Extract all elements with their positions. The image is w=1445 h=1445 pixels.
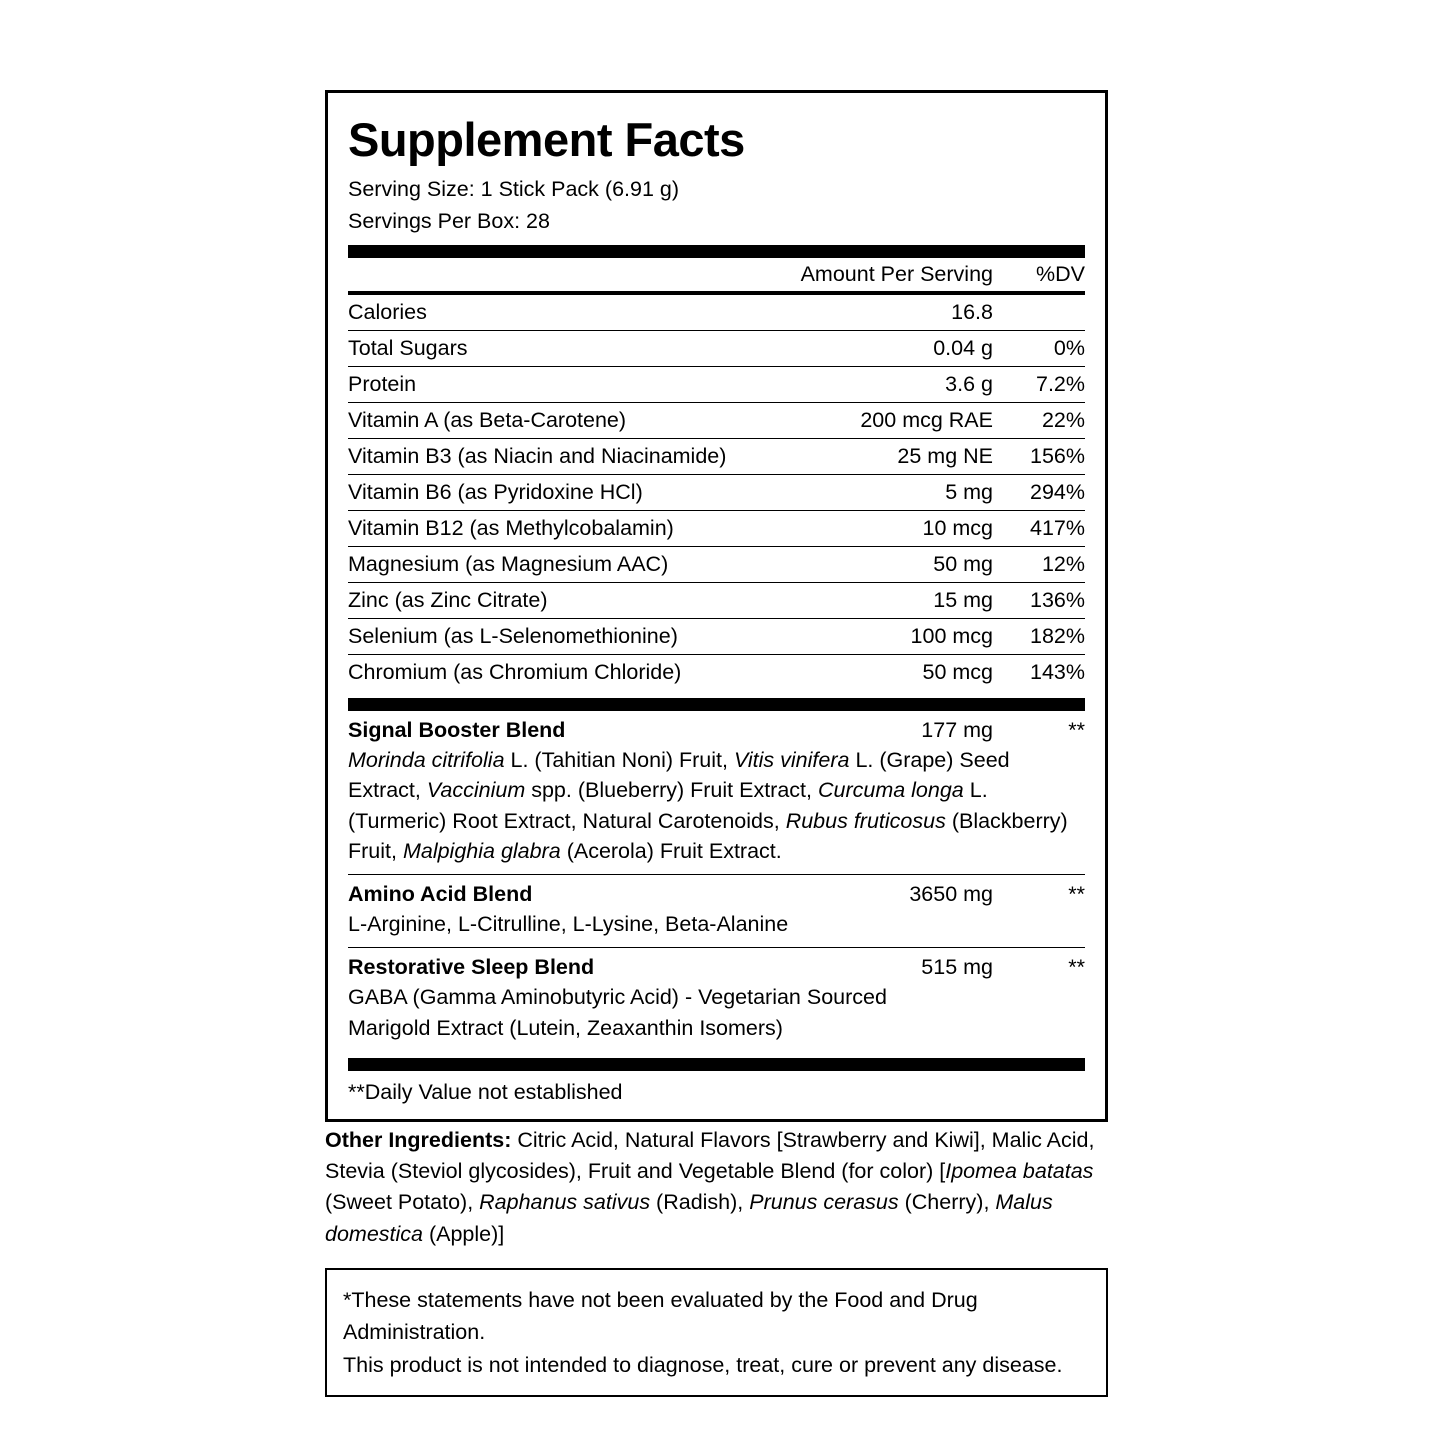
nutrient-name: Magnesium (as Magnesium AAC): [348, 546, 826, 582]
table-row: [348, 474, 1085, 510]
nutrient-dv: 182%: [993, 618, 1085, 654]
nutrient-amount: 15 mg: [826, 582, 993, 618]
nutrition-table: [348, 258, 1085, 291]
blend-name: Signal Booster Blend: [348, 717, 566, 742]
blend-block: [348, 711, 1085, 874]
table-row: [348, 438, 1085, 474]
servings-per-box: Servings Per Box: 28: [348, 208, 550, 233]
nutrient-name: Vitamin B3 (as Niacin and Niacinamide): [348, 438, 826, 474]
table-row: [348, 295, 1085, 331]
nutrient-amount: 50 mg: [826, 546, 993, 582]
blend-ingredients: Morinda citrifolia L. (Tahitian Noni) Fruit, Vitis vinifera L. (Grape) Seed Extract, Vaccinium spp. (Blueberry) Fruit Extract, Curcuma longa L. (Turmeric) Root Extract, Natural Carotenoids, Rubus fruticosus (Blackberry) Fruit, Malpighia glabra (Acerola) Fruit Extract.: [348, 747, 1068, 864]
blend-header: [348, 948, 1085, 982]
nutrient-dv: 22%: [993, 402, 1085, 438]
thick-rule-top: [348, 245, 1085, 258]
nutrient-amount: 25 mg NE: [826, 438, 993, 474]
blends-container: [348, 711, 1085, 1051]
blend-ingredients: L-Arginine, L-Citrulline, L-Lysine, Beta-Alanine: [348, 912, 789, 937]
table-header-row: [348, 258, 1085, 291]
other-ingredients: [325, 1125, 1115, 1250]
table-row: [348, 510, 1085, 546]
disclaimer-line-1: *These statements have not been evaluated by the Food and Drug Administration.: [343, 1288, 978, 1345]
blend-name: Amino Acid Blend: [348, 882, 533, 907]
header-amount-per-serving: Amount Per Serving: [800, 261, 993, 286]
table-row: [348, 330, 1085, 366]
blend-amount: 177 mg: [921, 717, 993, 742]
blend-block: [348, 875, 1085, 947]
nutrient-dv: 7.2%: [993, 366, 1085, 402]
nutrient-name: Chromium (as Chromium Chloride): [348, 659, 682, 684]
blend-amount: 515 mg: [921, 955, 993, 980]
nutrient-name: Total Sugars: [348, 330, 826, 366]
other-ingredients-text: Citric Acid, Natural Flavors [Strawberry and Kiwi], Malic Acid, Stevia (Steviol glycosides), Fruit and Vegetable Blend (for color) [Ipomea batatas (Sweet Potato), Raphanus sativus (Radish), Prunus cerasus (Cherry), Malus domestica (Apple)]: [325, 1128, 1095, 1246]
blend-dv: **: [1068, 955, 1085, 980]
supplement-facts-panel: [325, 90, 1108, 1122]
nutrient-name: Vitamin B6 (as Pyridoxine HCl): [348, 474, 826, 510]
nutrient-amount: 0.04 g: [826, 330, 993, 366]
table-row: [348, 546, 1085, 582]
nutrient-name: Selenium (as L-Selenomethionine): [348, 618, 826, 654]
nutrient-amount: 5 mg: [826, 474, 993, 510]
nutrient-amount: 10 mcg: [826, 510, 993, 546]
nutrient-dv: 143%: [1030, 659, 1085, 684]
nutrient-dv: 156%: [993, 438, 1085, 474]
nutrient-dv: 0%: [993, 330, 1085, 366]
nutrient-amount: 200 mcg RAE: [826, 402, 993, 438]
blend-block: [348, 948, 1085, 1050]
nutrient-dv: 12%: [993, 546, 1085, 582]
blend-header: [348, 711, 1085, 745]
blend-dv: **: [1068, 882, 1085, 907]
other-ingredients-label: Other Ingredients:: [325, 1128, 512, 1152]
panel-title: Supplement Facts: [348, 113, 745, 166]
fda-disclaimer: [325, 1268, 1108, 1397]
nutrient-name: Vitamin A (as Beta-Carotene): [348, 402, 826, 438]
table-row: [348, 654, 1085, 690]
nutrient-rows: [348, 295, 1085, 690]
blend-amount: 3650 mg: [909, 882, 993, 907]
nutrient-name: Vitamin B12 (as Methylcobalamin): [348, 510, 826, 546]
nutrient-amount: 3.6 g: [826, 366, 993, 402]
nutrient-name: Zinc (as Zinc Citrate): [348, 582, 826, 618]
thick-rule-blends: [348, 698, 1085, 711]
daily-value-note: **Daily Value not established: [348, 1080, 623, 1105]
nutrient-amount: 50 mcg: [922, 659, 993, 684]
blend-ingredients: GABA (Gamma Aminobutyric Acid) - Vegetarian Sourced Marigold Extract (Lutein, Zeaxanthin Isomers): [348, 985, 887, 1040]
nutrient-dv: 136%: [993, 582, 1085, 618]
disclaimer-line-2: This product is not intended to diagnose, treat, cure or prevent any disease.: [343, 1352, 1063, 1377]
nutrient-dv: 417%: [993, 510, 1085, 546]
nutrient-name: Protein: [348, 366, 826, 402]
blend-dv: **: [1068, 717, 1085, 742]
table-row: [348, 366, 1085, 402]
nutrient-amount: 100 mcg: [826, 618, 993, 654]
nutrient-amount: 16.8: [826, 295, 993, 331]
nutrient-name: Calories: [348, 295, 826, 331]
nutrient-dv: 294%: [993, 474, 1085, 510]
table-row: [348, 402, 1085, 438]
blend-header: [348, 875, 1085, 909]
nutrient-dv: [993, 295, 1085, 331]
thick-rule-bottom: [348, 1058, 1085, 1071]
header-percent-dv: %DV: [1036, 261, 1085, 286]
table-row: [348, 618, 1085, 654]
blend-name: Restorative Sleep Blend: [348, 955, 595, 980]
serving-size: Serving Size: 1 Stick Pack (6.91 g): [348, 177, 680, 202]
table-row: [348, 582, 1085, 618]
